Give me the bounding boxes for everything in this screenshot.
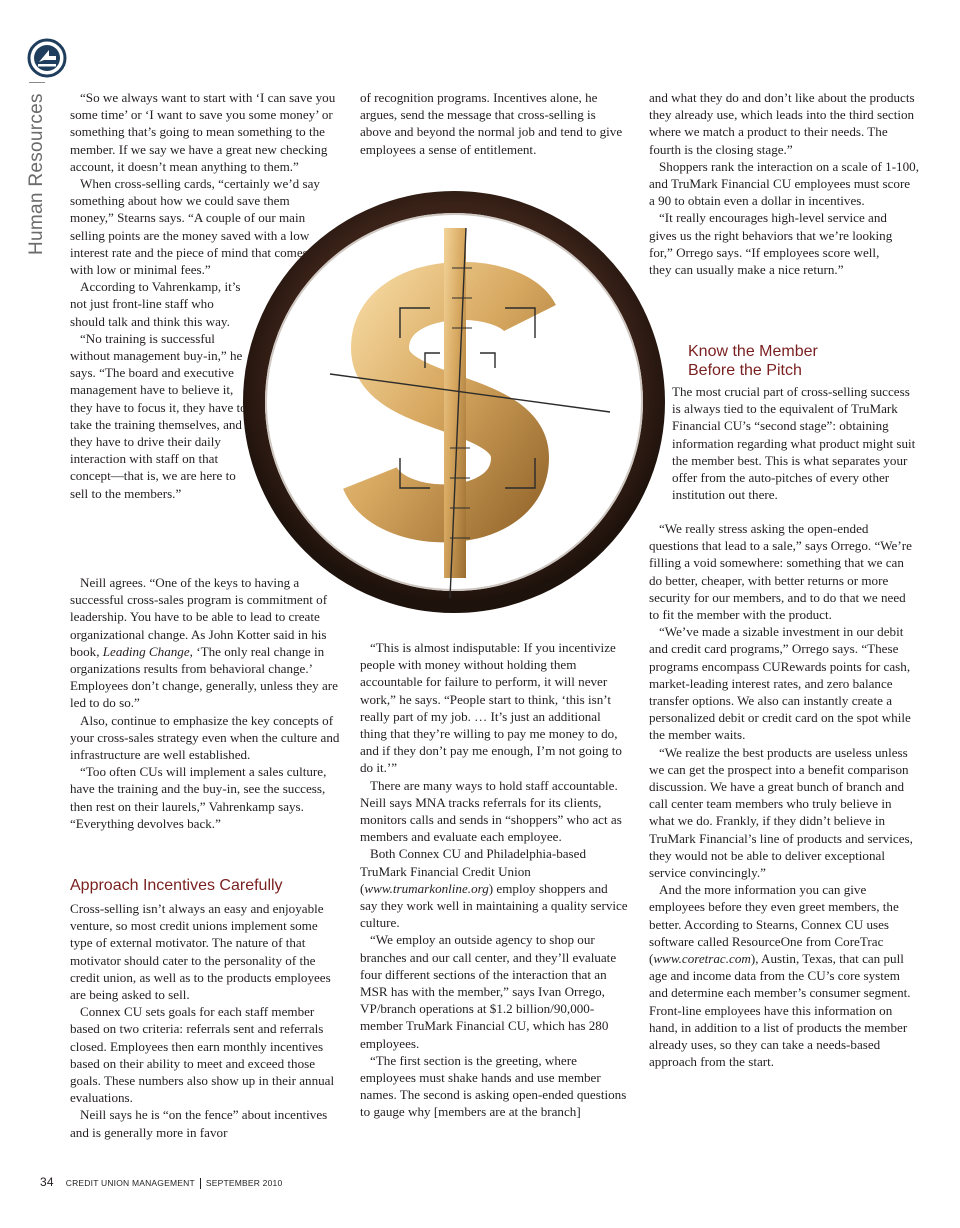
column-2-top: [360, 89, 628, 158]
book-title: Leading Change: [102, 643, 190, 659]
page-number: 34: [40, 1175, 54, 1189]
paragraph: There are many ways to hold staff accountable. Neill says MNA tracks referrals for its clients, monitors calls and sends in “shoppers” who act as members and evaluate each employee.: [360, 777, 622, 845]
logo-icon: [27, 38, 67, 78]
column-1-incentives: [70, 900, 342, 1141]
section-label: Human Resources: [26, 82, 48, 255]
column-3-bottom: [649, 520, 919, 1071]
paragraph: “We realize the best products are useless unless we can get the prospect into a benefit comparison discussion. We have a great bunch of branch and call center team members who truly believe in what we do. Frankly, if they didn’t believe in TruMark Financial’s line of products and services, they would not be able to deliver exceptional service convincingly.”: [649, 744, 913, 881]
url-link[interactable]: www.coretrac.com: [653, 951, 751, 967]
paragraph: The most crucial part of cross-selling success is always tied to the equivalent of TruMark Financial CU’s “second stage”: obtaining information regarding what product might suit the member best. This is what separates your offer from the auto-pitches of every other institution out there.: [672, 384, 916, 503]
dollar-target-illustration: [240, 188, 668, 616]
dollar-sign-icon: [370, 228, 530, 578]
paragraph: Connex CU sets goals for each staff member based on two criteria: referrals sent and referrals closed. Employees then earn monthly incentives based on their ability to meet and exceed those goals. These numbers also show up in their annual evaluations.: [70, 1004, 335, 1106]
paragraph: “So we always want to start with ‘I can save you some time’ or ‘I want to save you some money’ or something that’s going to mean something to the member. If we say we have a great new checking account, it doesn’t mean anything to them.”: [70, 90, 336, 174]
paragraph: Cross-selling isn’t always an easy and enjoyable venture, so most credit unions implement some type of external motivator. The nature of that motivator should cater to the personality of the credit union, as well as to the products employees are being asked to sell.: [70, 901, 331, 1003]
column-3-top: [649, 89, 919, 278]
paragraph: According to Vahrenkamp, it’s not just front-line staff who should talk and think this way.: [70, 279, 241, 329]
page-footer: [40, 1175, 282, 1189]
paragraph: “We’ve made a sizable investment in our debit and credit card programs,” Orrego says. “These programs encompass CURewards points for cash, market-leading interest rates, and zero balance transfer options. We also can instantly create a personalized debit or credit card on the spot while the member waits.: [649, 624, 911, 743]
paragraph: And the more information you can give employees before they even greet members, the better. According to Stearns, Connex CU uses software called ResourceOne from CoreTrac (www.coretrac.com), Austin, Texas, that can pull age and income data from the CU’s core system and determine each member’s consumer segment. Front-line employees have this information on hand, in addition to a list of products the member already uses, so they can take a needs-based approach from the start.: [649, 882, 911, 1070]
url-link[interactable]: www.trumarkonline.org: [364, 880, 489, 896]
paragraph: “This is almost indisputable: If you incentivize people with money without holding them accountable for failure to perform, it will never work,” he says. “People start to think, ‘this isn’t really part of my job. … It’s just an additional thing that they’re willing to pay me money to do, and if they don’t pay me enough, I’m not going to do it.’”: [360, 640, 622, 776]
paragraph: “No training is successful without management buy-in,” he says. “The board and executive management have to believe it, they have to focus it, they have to take the training themselves, and they have to drive their daily interaction with staff on that concept—that is, we are here to sell to the members.”: [70, 330, 247, 501]
paragraph: “The first section is the greeting, where employees must shake hands and use member names. The second is asking open-ended questions to gauge why [members are at the branch]: [360, 1052, 627, 1120]
column-3-mid: [672, 383, 920, 503]
section-heading: Approach Incentives Carefully: [70, 877, 283, 894]
paragraph: Neill says he is “on the fence” about incentives and is generally more in favor: [70, 1107, 328, 1140]
paragraph: Both Connex CU and Philadelphia-based TruMark Financial Credit Union (www.trumarkonline.org) employ shoppers and say they work well in maintaining a quality service culture.: [360, 846, 628, 931]
paragraph: “Too often CUs will implement a sales culture, have the training and the buy-in, see the success, then rest on their laurels,” Vahrenkamp says. “Everything devolves back.”: [70, 764, 327, 831]
paragraph: “We employ an outside agency to shop our branches and our call center, and they’ll evaluate four different sections of the interaction that an MSR has with the member,” says Ivan Orrego, VP/branch operations at $1.2 billion/90,000-member TruMark Financial CU, which has 280 employees.: [360, 932, 617, 1051]
publication-name: CREDIT UNION MANAGEMENT: [65, 1178, 195, 1188]
paragraph: Shoppers rank the interaction on a scale of 1-100, and TruMark Financial CU employees must score a 90 to obtain even a dollar in incentives.: [649, 158, 919, 209]
paragraph: When cross-selling cards, “certainly we’d say something about how we could save them money,” Stearns says. “A couple of our main selling points are the money saved with a low interest rate and the piece of mind that comes with low or minimal fees.”: [70, 176, 320, 278]
paragraph: and what they do and don’t like about the products they already use, which leads into the third section where we match a product to their needs. The fourth is the closing stage.”: [649, 90, 915, 157]
paragraph: of recognition programs. Incentives alone, he argues, send the message that cross-selling is above and beyond the normal job and tend to give employees a sense of entitlement.: [360, 90, 623, 157]
paragraph: “It really encourages high-level service and gives us the right behaviors that we’re looking for,” Orrego says. “If employees score well, they can usually make a nice return.”: [649, 210, 893, 278]
issue-date: SEPTEMBER 2010: [205, 1178, 283, 1188]
paragraph: Neill agrees. “One of the keys to having a successful cross-sales program is commitment of leadership. You have to be able to lead to create organizational change. As John Kotter said in his book, Leading Change, ‘The only real change in organizations results from behavioral change.’ Employees don’t change, generally, unless they are led to do so.”: [70, 575, 338, 711]
section-heading-2: Know the Member Before the Pitch: [688, 343, 818, 379]
column-2-bottom: [360, 639, 628, 1121]
paragraph: “We really stress asking the open-ended questions that lead to a sale,” says Orrego. “We’re filling a void somewhere: something that we can do better, cheaper, with better returns or more security for our members, and to do that we need to fit the member with the product.: [649, 521, 912, 623]
paragraph: Also, continue to emphasize the key concepts of your cross-sales strategy even when the culture and infrastructure are well established.: [70, 712, 340, 763]
